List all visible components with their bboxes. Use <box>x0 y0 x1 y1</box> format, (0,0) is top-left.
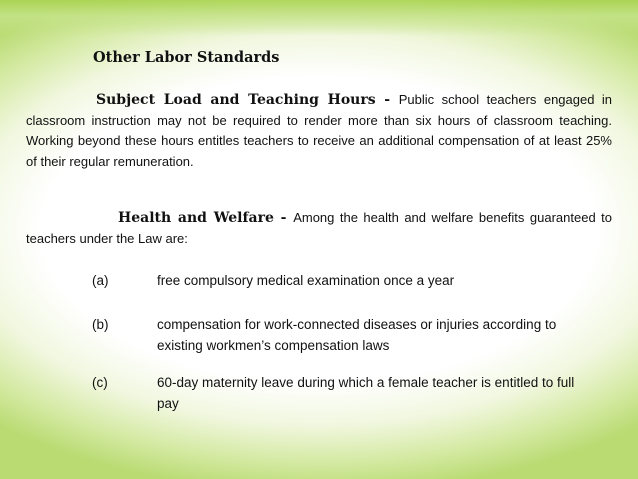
paragraph-subject-load <box>26 90 612 172</box>
list-item-text: 60-day maternity leave during which a female teacher is entitled to full pay <box>157 375 575 411</box>
slide-heading: Other Labor Standards <box>93 49 280 66</box>
list-item-text: free compulsory medical examination once a year <box>157 273 455 288</box>
paragraph-health-welfare <box>26 208 612 249</box>
paragraph-subject-load-text: Public school teachers engaged in classroom instruction may not be required to render more than six hours of classroom teaching. Working beyond these hours entitles teachers to receive an additional compensation of at least 25% of their regular remuneration. <box>26 92 612 169</box>
paragraph-subject-load-title: Subject Load and Teaching Hours - <box>96 92 399 108</box>
decorative-top-band <box>0 0 638 36</box>
paragraph-health-welfare-text: Among the health and welfare benefits guaranteed to teachers under the Law are: <box>26 210 612 246</box>
list-item-label: (b) <box>92 317 109 332</box>
list-item-label: (a) <box>92 273 109 288</box>
list-item-label: (c) <box>92 375 108 390</box>
paragraph-health-welfare-title: Health and Welfare - <box>118 210 294 226</box>
list-item-text: compensation for work-connected diseases or injuries according to existing workmen’s compensation laws <box>157 317 557 353</box>
